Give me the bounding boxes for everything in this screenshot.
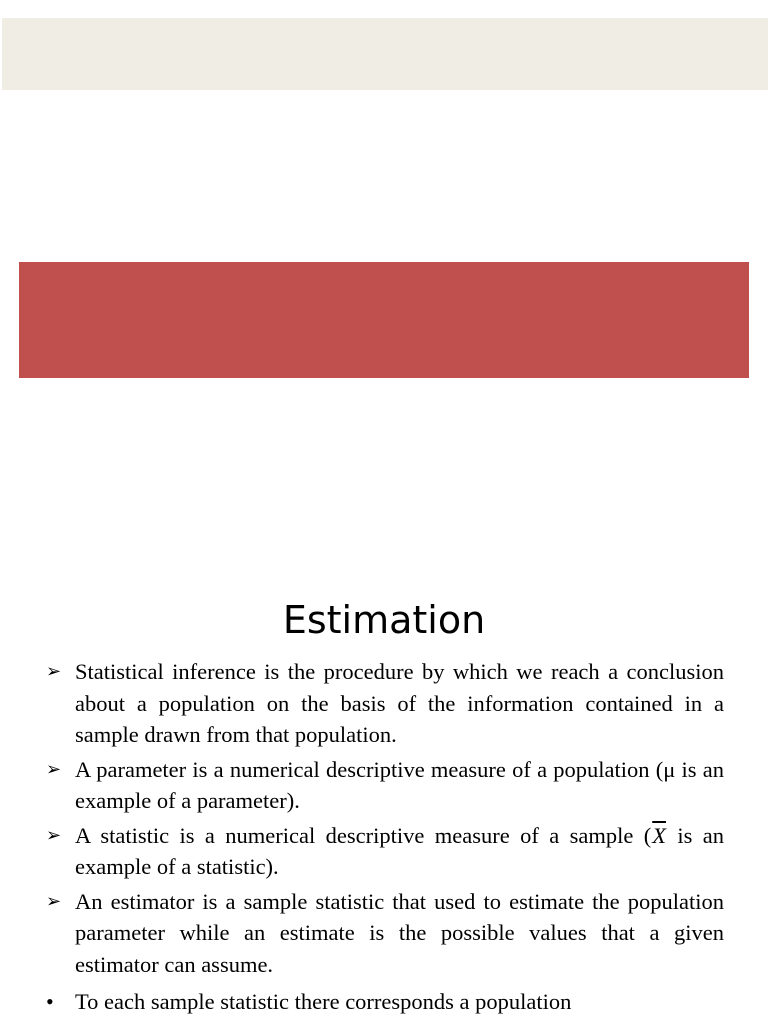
bullet-list [44, 656, 724, 1021]
round-bullet-icon: • [46, 989, 54, 1014]
bullet-text: An estimator is a sample statistic that used to estimate the population parameter while an estimate is the possible values that a given estimator can assume. [75, 888, 724, 977]
arrowhead-bullet-icon: ➢ [46, 824, 62, 846]
bullet-item-correspondence [44, 986, 724, 1018]
arrowhead-bullet-icon: ➢ [46, 661, 62, 682]
bullet-text: Statistical inference is the procedure by which we reach a conclusion about a population on the basis of the information contained in a sample drawn from that population. [75, 659, 724, 747]
top-header-band [2, 18, 768, 90]
arrowhead-bullet-icon: ➢ [46, 890, 62, 912]
bullet-text: A parameter is a numerical descriptive measure of a population (μ is an example of a parameter). [75, 756, 724, 813]
arrowhead-bullet-icon: ➢ [46, 758, 62, 780]
accent-title-band [19, 262, 749, 378]
bullet-item-statistic [44, 820, 724, 883]
bullet-text-before: A statistic is a numerical descriptive measure of a sample ( [75, 822, 652, 848]
bullet-item-estimator [44, 886, 724, 981]
slide-title: Estimation [282, 598, 486, 642]
bullet-text-after: is an example of a statistic). [75, 822, 724, 879]
bullet-item-inference [44, 656, 724, 751]
bullet-text: To each sample statistic there corresponds a population [75, 989, 572, 1014]
x-bar-symbol: $\overline{X}$ [652, 822, 666, 848]
bullet-item-parameter [44, 754, 724, 817]
